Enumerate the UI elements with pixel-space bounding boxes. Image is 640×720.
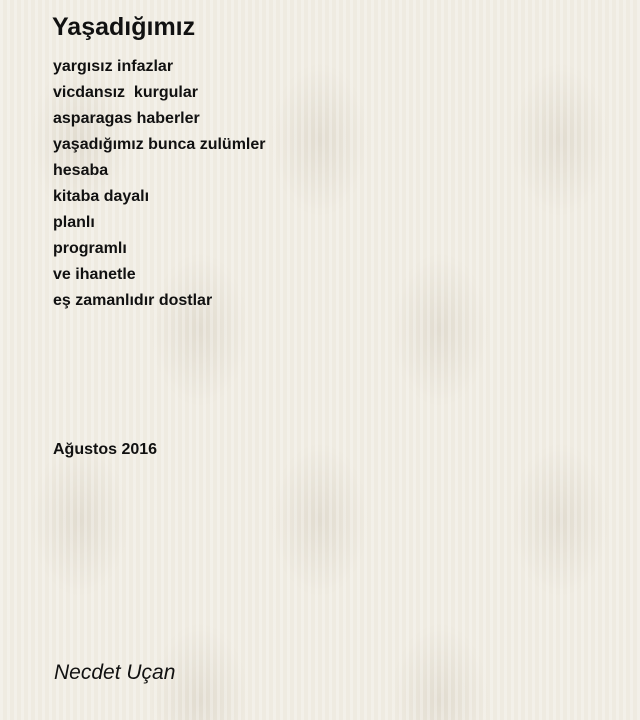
poem-line: hesaba — [53, 162, 109, 179]
poem-line: planlı — [53, 214, 95, 231]
poem-line: ve ihanetle — [53, 266, 136, 283]
poem-line: vicdansız kurgular — [53, 84, 198, 101]
poem-body — [53, 54, 266, 314]
poem-title: Yaşadığımız — [52, 13, 196, 41]
poem-line: eş zamanlıdır dostlar — [53, 292, 213, 309]
poem-author: Necdet Uçan — [54, 661, 176, 684]
poem-line: programlı — [53, 240, 127, 257]
poem-date: Ağustos 2016 — [53, 441, 158, 458]
poem-line: asparagas haberler — [53, 110, 200, 127]
poem-line: yargısız infazlar — [53, 58, 174, 75]
poem-line: yaşadığımız bunca zulümler — [53, 136, 266, 153]
poem-line: kitaba dayalı — [53, 188, 150, 205]
